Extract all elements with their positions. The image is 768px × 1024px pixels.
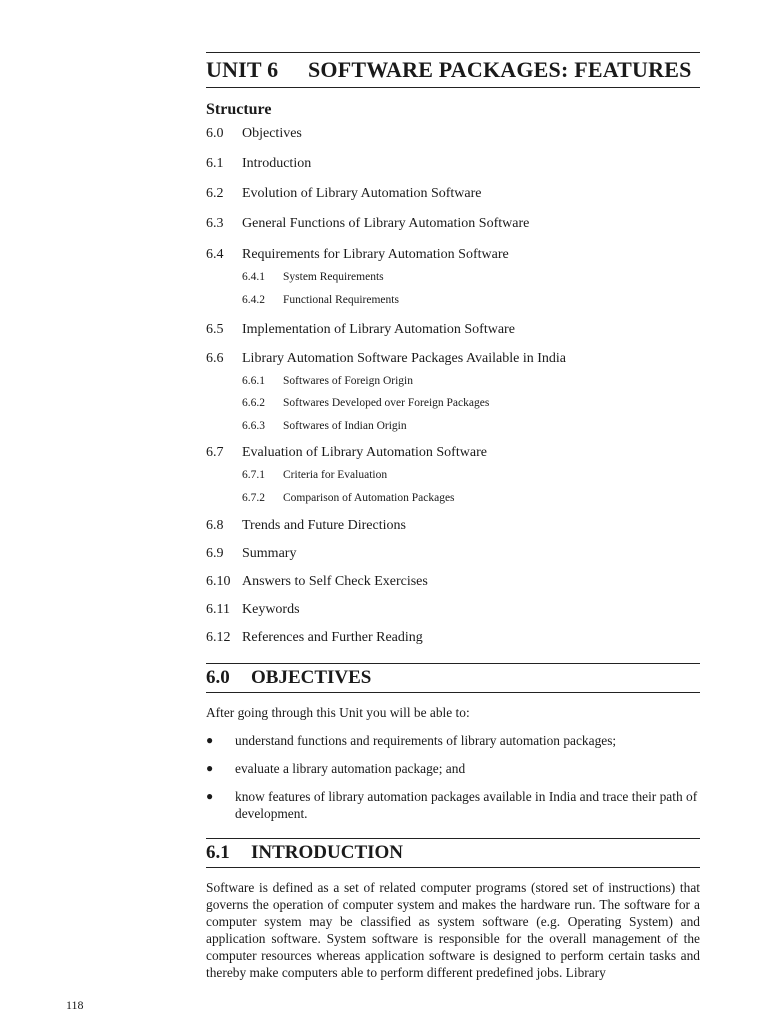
toc-number: 6.7.2 xyxy=(242,492,265,504)
toc-item xyxy=(206,517,700,535)
introduction-paragraph: Software is defined as a set of related computer programs (stored set of instructions) that governs the operation of computer system and makes the hardware run. The software for a computer system may be classified as system software (e.g. Operating System) and application software. System software is responsible for the overall management of the computer resources whereas application software is designed to perform certain tasks and thereby make computers able to perform different predefined jobs. Library xyxy=(206,880,700,980)
unit-heading xyxy=(206,52,700,88)
toc-number: 6.6.1 xyxy=(242,375,265,387)
list-item xyxy=(206,732,700,749)
toc-subitem xyxy=(206,419,700,433)
structure-list xyxy=(206,125,700,647)
toc-item xyxy=(206,350,700,368)
toc-number: 6.6.3 xyxy=(242,420,265,432)
toc-number: 6.4.2 xyxy=(242,294,265,306)
toc-subitem xyxy=(206,468,700,482)
toc-subitem xyxy=(206,491,700,505)
page-number: 118 xyxy=(66,998,84,1012)
toc-number: 6.3 xyxy=(206,216,224,231)
toc-number: 6.5 xyxy=(206,322,224,337)
toc-title: Evolution of Library Automation Software xyxy=(242,186,482,201)
toc-number: 6.6.2 xyxy=(242,397,265,409)
page-content xyxy=(206,52,700,981)
toc-title: Functional Requirements xyxy=(283,294,399,306)
toc-title: Softwares of Indian Origin xyxy=(283,420,407,432)
toc-item xyxy=(206,125,700,143)
toc-title: Softwares Developed over Foreign Packages xyxy=(283,397,490,409)
toc-title: Requirements for Library Automation Software xyxy=(242,247,509,262)
toc-number: 6.0 xyxy=(206,126,224,141)
toc-title: Library Automation Software Packages Available in India xyxy=(242,351,566,366)
toc-title: Introduction xyxy=(242,156,312,171)
toc-title: Trends and Future Directions xyxy=(242,518,406,533)
list-item-text: understand functions and requirements of library automation packages; xyxy=(235,733,617,748)
unit-label: UNIT 6 xyxy=(206,57,279,82)
toc-item xyxy=(206,573,700,591)
section-heading-introduction xyxy=(206,838,700,868)
toc-item xyxy=(206,155,700,173)
toc-title: Criteria for Evaluation xyxy=(283,469,388,481)
bullet-icon: ● xyxy=(206,761,214,775)
toc-title: References and Further Reading xyxy=(242,630,423,645)
toc-title: Summary xyxy=(242,546,297,561)
toc-subitem xyxy=(206,270,700,284)
toc-title: Implementation of Library Automation Software xyxy=(242,322,515,337)
section-title: OBJECTIVES xyxy=(251,667,372,688)
toc-number: 6.10 xyxy=(206,574,231,589)
toc-title: System Requirements xyxy=(283,271,384,283)
toc-item xyxy=(206,246,700,264)
toc-number: 6.12 xyxy=(206,630,231,645)
list-item-text: know features of library automation packages available in India and trace their path of development. xyxy=(235,789,698,821)
toc-number: 6.7 xyxy=(206,445,224,460)
toc-item xyxy=(206,545,700,563)
bullet-icon: ● xyxy=(206,789,214,803)
toc-item xyxy=(206,601,700,619)
bullet-icon: ● xyxy=(206,733,214,747)
toc-title: Keywords xyxy=(242,602,300,617)
section-number: 6.1 xyxy=(206,842,230,863)
list-item-text: evaluate a library automation package; and xyxy=(235,761,466,776)
toc-number: 6.1 xyxy=(206,156,224,171)
section-number: 6.0 xyxy=(206,667,230,688)
toc-title: General Functions of Library Automation Software xyxy=(242,216,530,231)
section-title: INTRODUCTION xyxy=(251,842,404,863)
toc-title: Softwares of Foreign Origin xyxy=(283,375,413,387)
list-item xyxy=(206,788,700,822)
structure-title: Structure xyxy=(206,101,272,118)
list-item xyxy=(206,760,700,777)
toc-item xyxy=(206,444,700,462)
toc-number: 6.11 xyxy=(206,602,230,617)
section-heading-objectives xyxy=(206,663,700,693)
toc-number: 6.6 xyxy=(206,351,224,366)
objectives-list xyxy=(206,732,700,822)
toc-number: 6.2 xyxy=(206,186,224,201)
toc-number: 6.7.1 xyxy=(242,469,265,481)
toc-title: Objectives xyxy=(242,126,302,141)
toc-item xyxy=(206,629,700,647)
unit-title: SOFTWARE PACKAGES: FEATURES xyxy=(308,57,692,82)
toc-item xyxy=(206,215,700,233)
toc-number: 6.8 xyxy=(206,518,224,533)
objectives-intro: After going through this Unit you will be able to: xyxy=(206,705,470,720)
toc-subitem xyxy=(206,396,700,410)
toc-title: Evaluation of Library Automation Software xyxy=(242,445,487,460)
toc-item xyxy=(206,321,700,339)
toc-subitem xyxy=(206,293,700,307)
toc-number: 6.9 xyxy=(206,546,224,561)
toc-number: 6.4.1 xyxy=(242,271,265,283)
toc-title: Answers to Self Check Exercises xyxy=(242,574,428,589)
toc-item xyxy=(206,185,700,203)
toc-number: 6.4 xyxy=(206,247,224,262)
toc-title: Comparison of Automation Packages xyxy=(283,492,455,504)
toc-subitem xyxy=(206,374,700,388)
